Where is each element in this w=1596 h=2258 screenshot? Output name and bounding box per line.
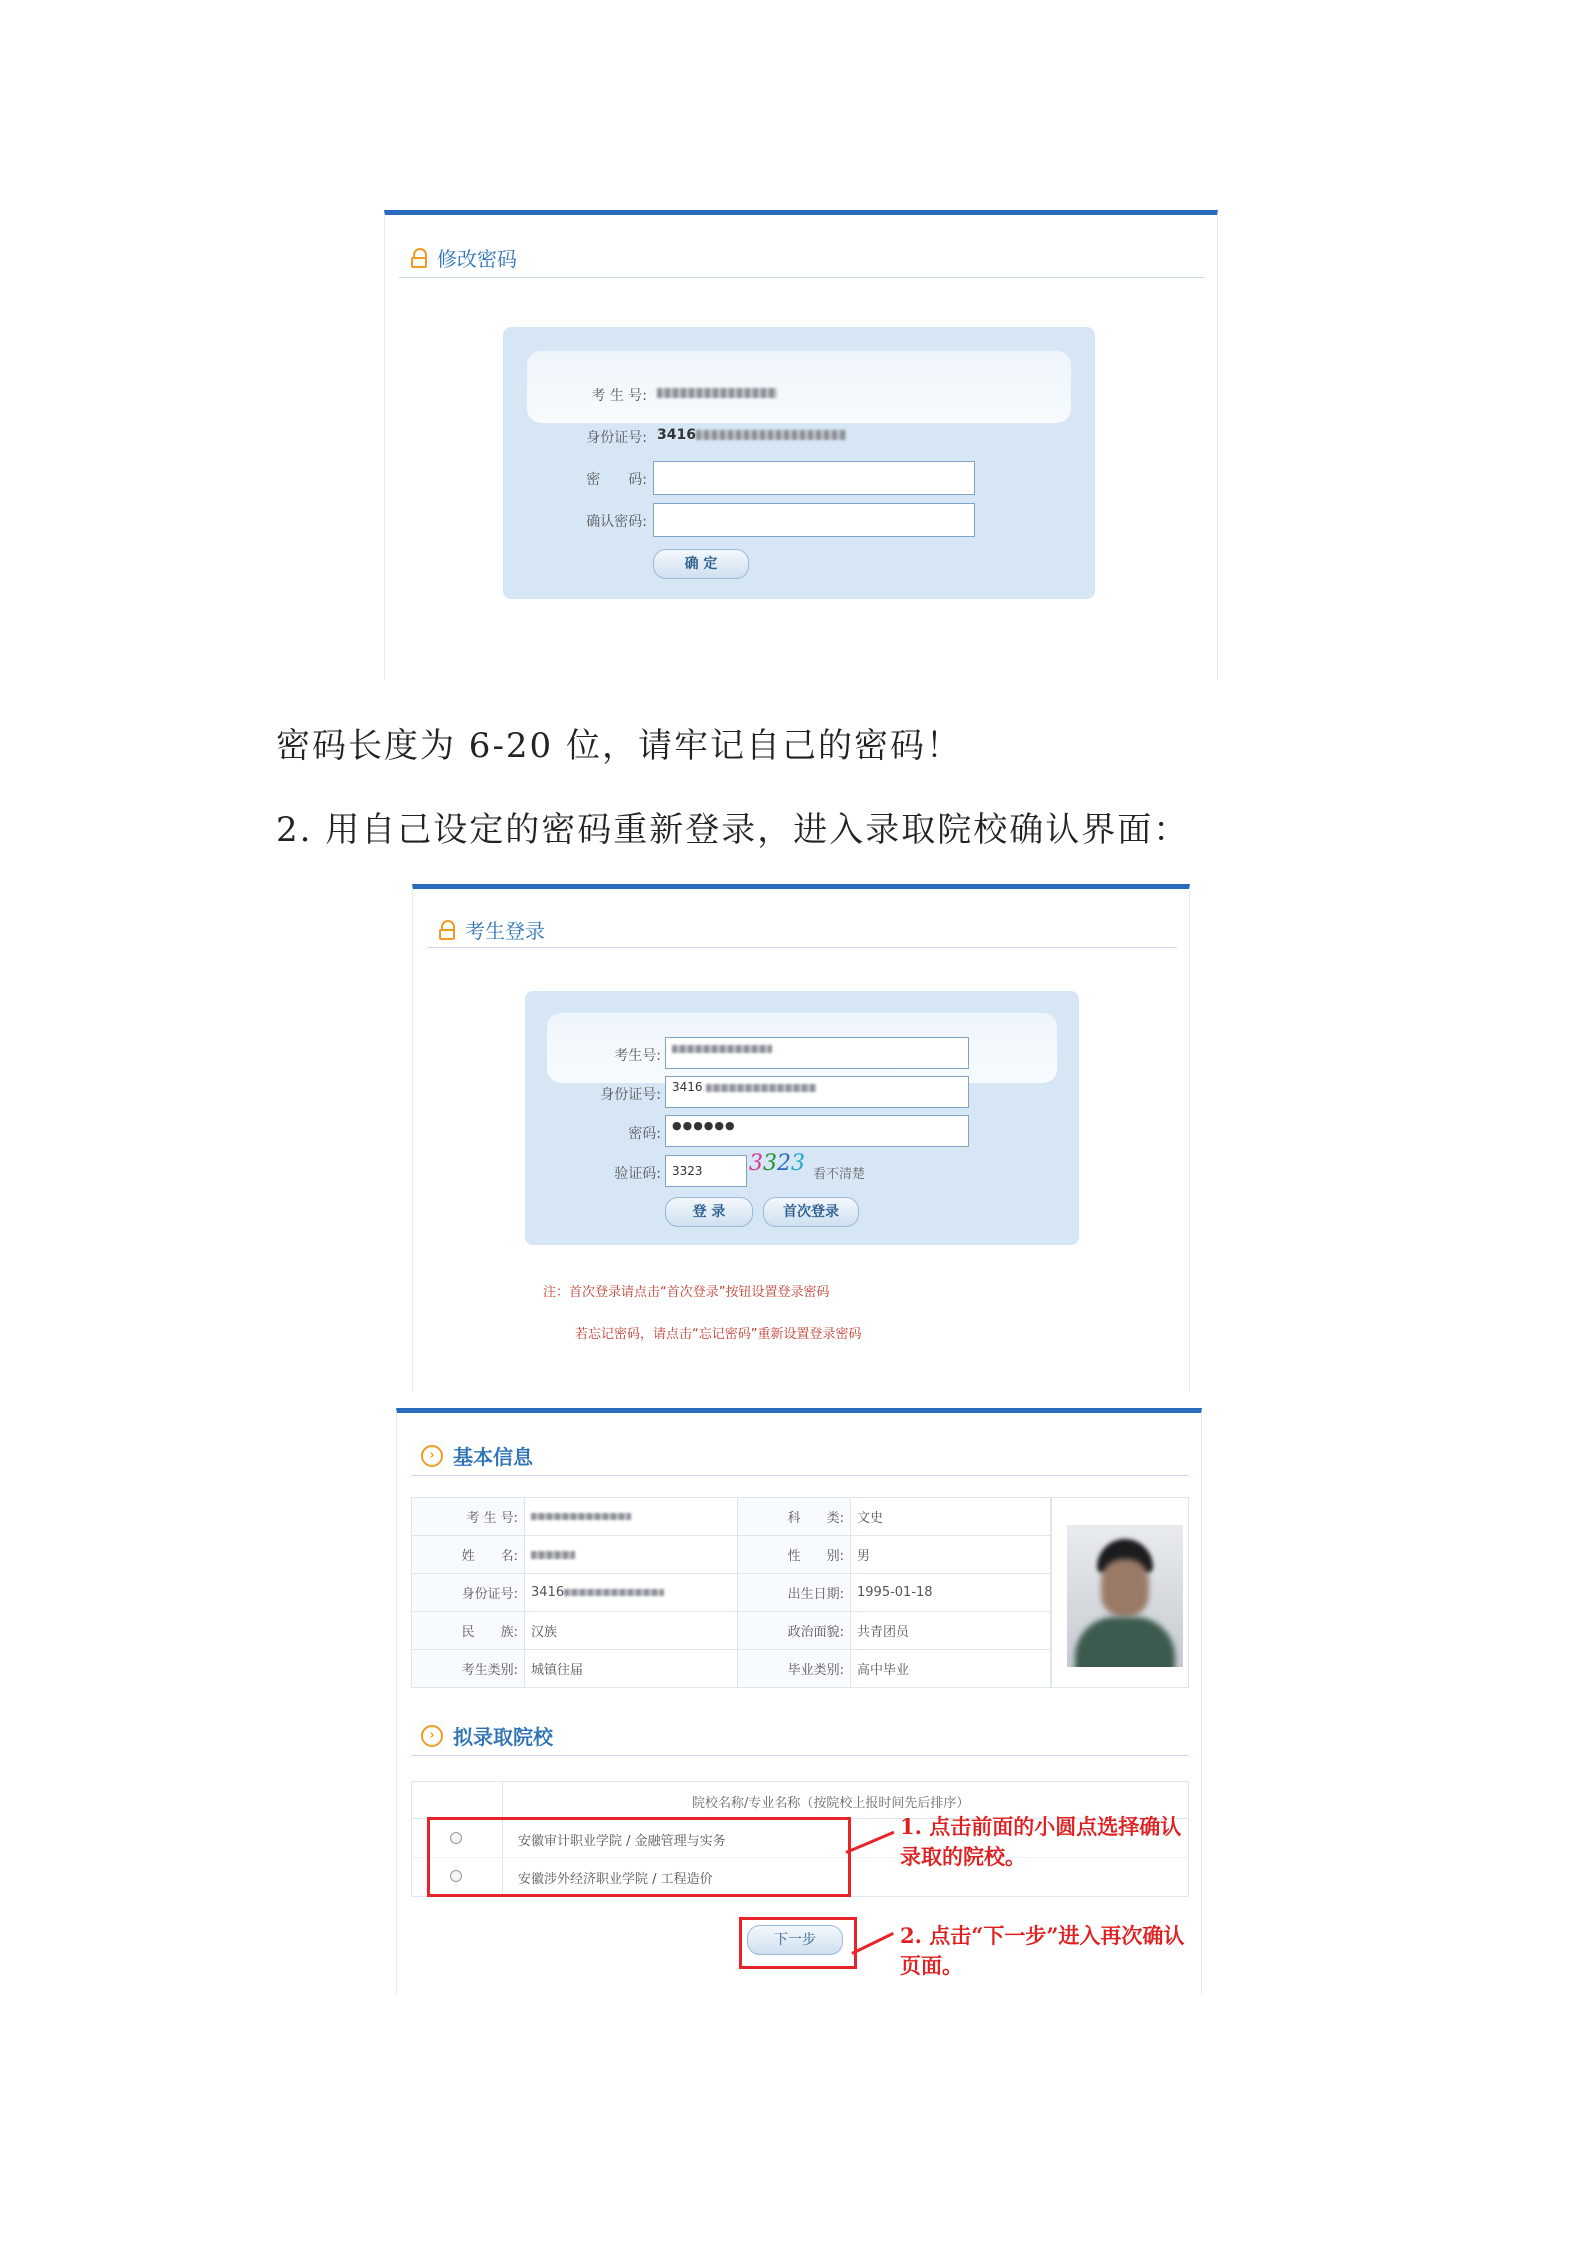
next-button[interactable]: 下一步 bbox=[747, 1925, 843, 1955]
exam-no-key: 考 生 号: bbox=[412, 1498, 525, 1536]
first-login-button[interactable]: 首次登录 bbox=[763, 1197, 859, 1227]
candidate-type-key: 考生类别: bbox=[412, 1650, 525, 1688]
exam-no-label: 考生号: bbox=[614, 1048, 661, 1064]
avatar bbox=[1067, 1525, 1183, 1667]
school-options-highlight bbox=[427, 1817, 851, 1897]
annotation-2: 2. 点击“下一步”进入再次确认页面。 bbox=[900, 1923, 1185, 1978]
login-form-box bbox=[525, 991, 1079, 1245]
password-label: 密码: bbox=[628, 1126, 661, 1142]
header-divider bbox=[427, 947, 1177, 948]
table-row bbox=[412, 1612, 1051, 1650]
candidate-type-value: 城镇往届 bbox=[525, 1650, 738, 1688]
change-password-title: 修改密码 bbox=[437, 247, 517, 271]
lock-icon bbox=[439, 920, 455, 940]
login-button[interactable]: 登 录 bbox=[665, 1197, 753, 1227]
subject-key: 科 类: bbox=[738, 1498, 851, 1536]
exam-no-label: 考 生 号: bbox=[591, 388, 647, 404]
graduation-type-key: 毕业类别: bbox=[738, 1650, 851, 1688]
captcha-label: 验证码: bbox=[614, 1166, 661, 1182]
admit-header bbox=[421, 1721, 553, 1750]
birth-date-key: 出生日期: bbox=[738, 1574, 851, 1612]
password-input[interactable] bbox=[653, 461, 975, 495]
next-button-highlight bbox=[739, 1917, 857, 1969]
political-status-key: 政治面貌: bbox=[738, 1612, 851, 1650]
password-input[interactable]: ●●●●●● bbox=[665, 1115, 969, 1147]
exam-no-input[interactable] bbox=[665, 1037, 969, 1069]
captcha-input[interactable]: 3323 bbox=[665, 1155, 747, 1187]
birth-date-value: 1995-01-18 bbox=[851, 1574, 1051, 1612]
login-title: 考生登录 bbox=[465, 919, 545, 943]
admit-title: 拟录取院校 bbox=[453, 1725, 553, 1749]
id-label: 身份证号: bbox=[586, 430, 647, 446]
admission-panel bbox=[396, 1408, 1202, 1994]
header-divider bbox=[411, 1755, 1189, 1756]
id-key: 身份证号: bbox=[412, 1574, 525, 1612]
graduation-type-value: 高中毕业 bbox=[851, 1650, 1051, 1688]
name-key: 姓 名: bbox=[412, 1536, 525, 1574]
change-password-header bbox=[411, 243, 517, 272]
confirm-button[interactable]: 确 定 bbox=[653, 549, 749, 579]
chevron-right-icon: › bbox=[421, 1725, 443, 1747]
login-panel bbox=[412, 884, 1190, 1392]
exam-no-value bbox=[657, 385, 777, 401]
confirm-password-label: 确认密码: bbox=[586, 514, 647, 530]
login-note-1: 注：首次登录请点击“首次登录”按钮设置登录密码 bbox=[543, 1285, 830, 1300]
school-option-1: 安徽审计职业学院 / 金融管理与实务 bbox=[518, 1834, 726, 1849]
basic-info-title: 基本信息 bbox=[453, 1445, 533, 1469]
subject-value: 文史 bbox=[851, 1498, 1051, 1536]
password-label: 密 码: bbox=[586, 472, 647, 488]
annotation-1: 1. 点击前面的小圆点选择确认录取的院校。 bbox=[900, 1814, 1182, 1869]
password-length-note: 密码长度为 6-20 位，请牢记自己的密码！ bbox=[276, 726, 962, 766]
id-input[interactable]: 3416 bbox=[665, 1076, 969, 1108]
table-row bbox=[412, 1574, 1051, 1612]
id-label: 身份证号: bbox=[600, 1087, 661, 1103]
login-header bbox=[439, 915, 545, 944]
basic-info-header bbox=[421, 1441, 533, 1470]
school-option-2: 安徽涉外经济职业学院 / 工程造价 bbox=[518, 1872, 713, 1887]
table-row bbox=[412, 1498, 1051, 1536]
chevron-right-icon: › bbox=[421, 1445, 443, 1467]
captcha-image[interactable]: 3323 bbox=[749, 1151, 805, 1176]
id-value: 3416 bbox=[657, 427, 846, 443]
name-value bbox=[525, 1536, 738, 1574]
change-password-panel bbox=[384, 210, 1218, 680]
gender-value: 男 bbox=[851, 1536, 1051, 1574]
exam-no-value bbox=[525, 1498, 738, 1536]
basic-info-table bbox=[411, 1497, 1051, 1688]
captcha-refresh-link[interactable]: 看不清楚 bbox=[813, 1167, 866, 1182]
step-2-instruction: 2. 用自己设定的密码重新登录，进入录取院校确认界面： bbox=[276, 810, 1190, 850]
change-password-form-box bbox=[503, 327, 1095, 599]
ethnicity-key: 民 族: bbox=[412, 1612, 525, 1650]
confirm-password-input[interactable] bbox=[653, 503, 975, 537]
gender-key: 性 别: bbox=[738, 1536, 851, 1574]
header-divider bbox=[411, 1475, 1189, 1476]
lock-icon bbox=[411, 248, 427, 268]
school-table-header: 院校名称/专业名称（按院校上报时间先后排序） bbox=[692, 1796, 970, 1811]
login-note-2: 若忘记密码，请点击“忘记密码”重新设置登录密码 bbox=[575, 1327, 862, 1342]
id-value: 3416 bbox=[525, 1574, 738, 1612]
political-status-value: 共青团员 bbox=[851, 1612, 1051, 1650]
table-row bbox=[412, 1650, 1051, 1688]
ethnicity-value: 汉族 bbox=[525, 1612, 738, 1650]
table-row bbox=[412, 1536, 1051, 1574]
header-divider bbox=[399, 277, 1205, 278]
